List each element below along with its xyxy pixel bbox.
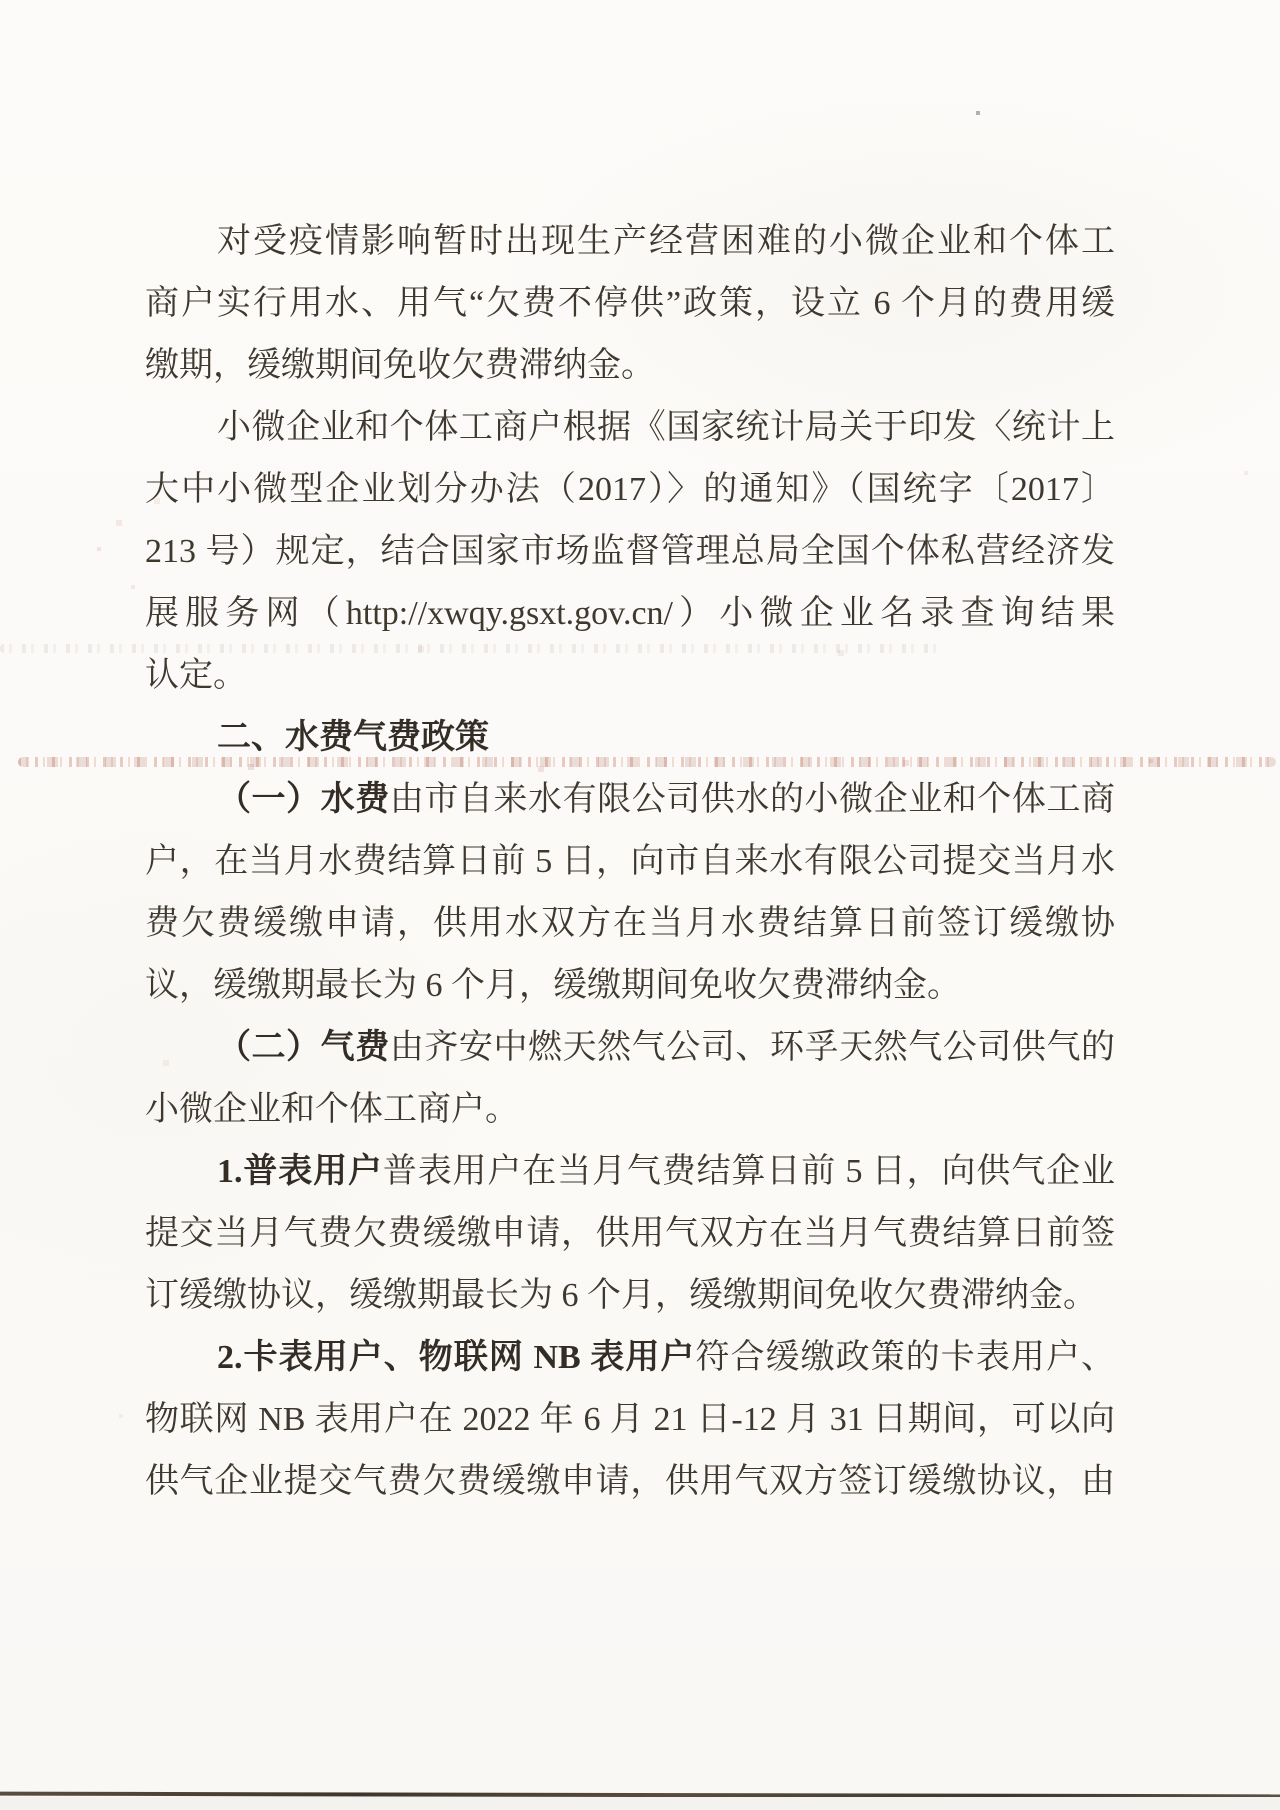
line-bold-text: （一）水费 — [217, 781, 390, 818]
text-line — [145, 1451, 1115, 1513]
line-text: 供气企业提交气费欠费缓缴申请，供用气双方签订缓缴协议，由 — [145, 1463, 1115, 1500]
text-line — [145, 955, 1115, 1017]
scan-artifact-band — [18, 757, 1276, 767]
line-bold-text: 2.卡表用户、物联网 NB 表用户 — [217, 1339, 696, 1376]
line-bold-text: （二）气费 — [217, 1029, 390, 1066]
line-text: 符合缓缴政策的卡表用户、 — [695, 1339, 1115, 1376]
line-text: 提交当月气费欠费缓缴申请，供用气双方在当月气费结算日前签 — [145, 1215, 1115, 1252]
line-text: 展服务网（http://xwqy.gsxt.gov.cn/）小微企业名录查询结果 — [145, 595, 1115, 632]
text-line — [145, 335, 1115, 397]
line-text: 小微企业和个体工商户。 — [145, 1091, 519, 1128]
text-line — [145, 1389, 1115, 1451]
text-line — [145, 645, 1115, 707]
text-line — [145, 769, 1115, 831]
line-text: 议，缓缴期最长为 6 个月，缓缴期间免收欠费滞纳金。 — [145, 967, 961, 1004]
line-text: 213 号）规定，结合国家市场监督管理总局全国个体私营经济发 — [145, 533, 1115, 570]
line-text: 普表用户在当月气费结算日前 5 日，向供气企业 — [382, 1153, 1115, 1190]
line-bold-text: 1.普表用户 — [217, 1153, 383, 1190]
line-text: 缴期，缓缴期间免收欠费滞纳金。 — [145, 347, 655, 384]
line-text: 物联网 NB 表用户在 2022 年 6 月 21 日-12 月 31 日期间，可以向 — [145, 1401, 1115, 1438]
text-line — [145, 1141, 1115, 1203]
line-text: 由齐安中燃天然气公司、环孚天然气公司供气的 — [389, 1029, 1115, 1066]
line-text: 由市自来水有限公司供水的小微企业和个体工商 — [389, 781, 1115, 818]
document-body — [145, 211, 1115, 1513]
scan-speckles — [0, 0, 2, 2]
line-text: 订缓缴协议，缓缴期最长为 6 个月，缓缴期间免收欠费滞纳金。 — [145, 1277, 1097, 1314]
line-text: 费欠费缓缴申请，供用水双方在当月水费结算日前签订缓缴协 — [145, 905, 1115, 942]
scan-artifact-band — [0, 644, 945, 653]
line-text: 户，在当月水费结算日前 5 日，向市自来水有限公司提交当月水 — [145, 843, 1115, 880]
text-line — [145, 1327, 1115, 1389]
text-line — [145, 273, 1115, 335]
text-line — [145, 1203, 1115, 1265]
text-line — [145, 521, 1115, 583]
page-scan-margin — [0, 1797, 1280, 1810]
text-line — [145, 211, 1115, 273]
text-line — [145, 1017, 1115, 1079]
text-line — [145, 583, 1115, 645]
line-text: 商户实行用水、用气“欠费不停供”政策，设立 6 个月的费用缓 — [145, 285, 1115, 322]
line-bold-text: 二、水费气费政策 — [217, 719, 489, 756]
line-text: 大中小微型企业划分办法（2017）〉的通知》（国统字〔2017〕 — [145, 471, 1115, 508]
line-text: 认定。 — [145, 657, 247, 694]
line-text: 小微企业和个体工商户根据《国家统计局关于印发〈统计上 — [217, 409, 1115, 446]
text-line — [145, 893, 1115, 955]
text-line — [145, 1079, 1115, 1141]
line-text: 对受疫情影响暂时出现生产经营困难的小微企业和个体工 — [217, 223, 1115, 260]
text-line — [145, 831, 1115, 893]
text-line — [145, 1265, 1115, 1327]
text-line — [145, 459, 1115, 521]
text-line — [145, 397, 1115, 459]
